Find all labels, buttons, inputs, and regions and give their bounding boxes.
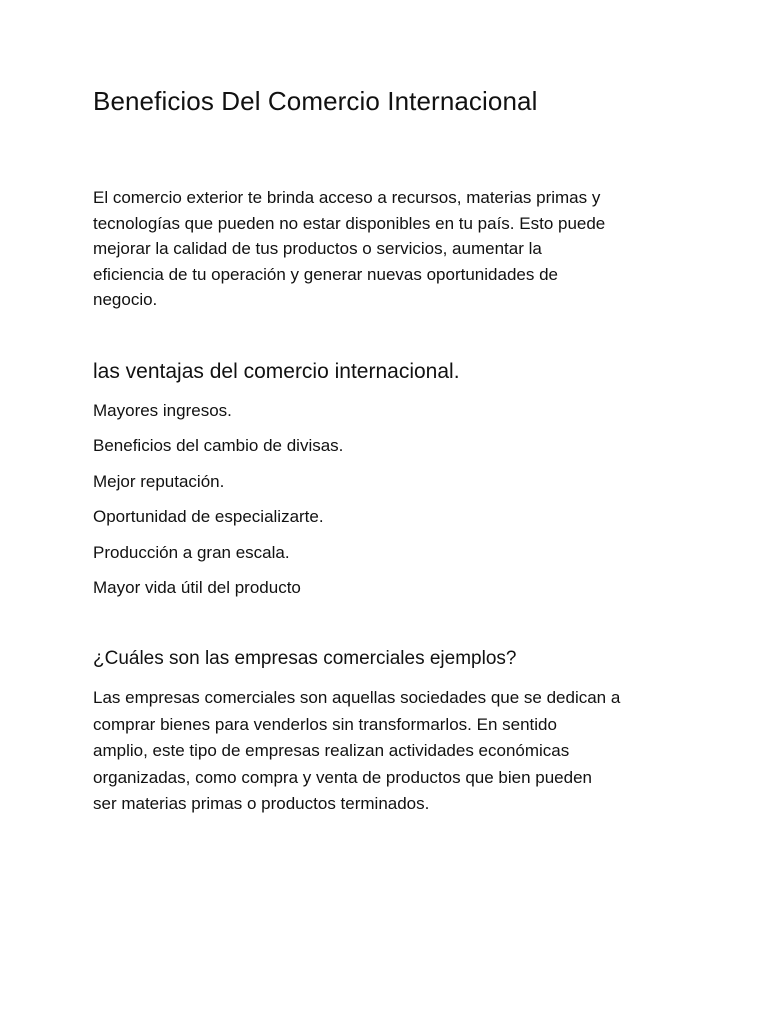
intro-line: El comercio exterior te brinda acceso a recursos, materias primas y xyxy=(93,188,601,207)
ventaja-item: Mejor reputación. xyxy=(93,471,225,491)
empresas-line: organizadas, como compra y venta de productos que bien pueden xyxy=(93,767,592,787)
intro-line: negocio. xyxy=(93,290,158,309)
intro-paragraph xyxy=(93,185,678,313)
empresas-line: comprar bienes para venderlos sin transformarlos. En sentido xyxy=(93,714,557,734)
ventaja-item: Beneficios del cambio de divisas. xyxy=(93,436,344,456)
intro-line: eficiencia de tu operación y generar nuevas oportunidades de xyxy=(93,264,558,284)
empresas-line: ser materias primas o productos terminados. xyxy=(93,794,430,813)
empresas-paragraph xyxy=(93,685,678,818)
empresas-line: amplio, este tipo de empresas realizan actividades económicas xyxy=(93,741,570,760)
empresas-heading: ¿Cuáles son las empresas comerciales ejemplos? xyxy=(93,648,517,669)
ventaja-item: Mayor vida útil del producto xyxy=(93,577,301,597)
ventajas-list xyxy=(93,399,343,611)
ventaja-item: Producción a gran escala. xyxy=(93,542,290,562)
ventajas-heading: las ventajas del comercio internacional. xyxy=(93,360,460,383)
ventaja-item: Mayores ingresos. xyxy=(93,401,232,420)
intro-line: mejorar la calidad de tus productos o servicios, aumentar la xyxy=(93,239,542,258)
empresas-line: Las empresas comerciales son aquellas sociedades que se dedican a xyxy=(93,688,621,707)
intro-line: tecnologías que pueden no estar disponibles en tu país. Esto puede xyxy=(93,213,606,233)
ventaja-item: Oportunidad de especializarte. xyxy=(93,507,324,527)
document-title: Beneficios Del Comercio Internacional xyxy=(93,86,538,116)
